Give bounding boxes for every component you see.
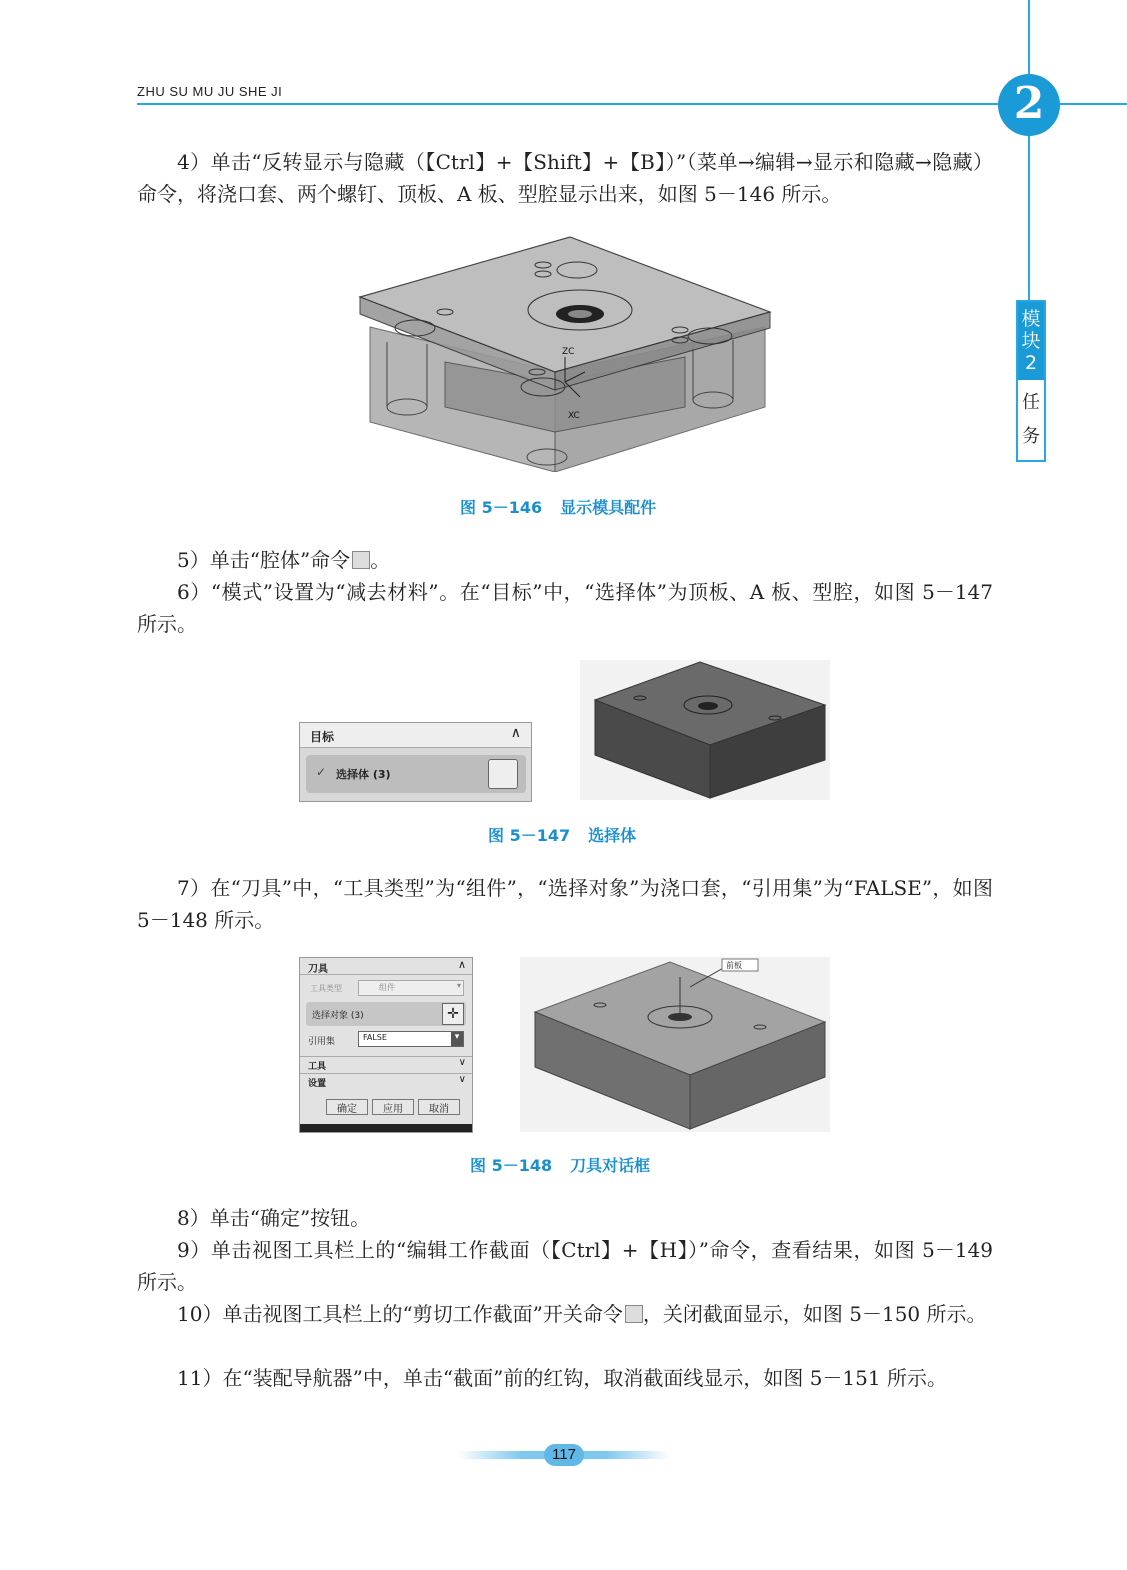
settings-section-label: 设置: [308, 1079, 327, 1089]
page-number-label: 117: [544, 1444, 584, 1466]
tool-type-label: 工具类型: [310, 984, 342, 993]
paragraph-5-text: 5）单击“腔体”命令: [177, 548, 351, 572]
figure-number: 图 5－148: [470, 1156, 553, 1175]
paragraph-7: 7）在“刀具”中，“工具类型”为“组件”，“选择对象”为浇口套，“引用集”为“FALSE”，如图 5－148 所示。: [137, 876, 993, 932]
callout-tag: 前板: [726, 961, 742, 970]
tool-dialog-title: 刀具: [308, 964, 328, 975]
running-title: ZHU SU MU JU SHE JI: [137, 84, 283, 99]
paragraph-5-end: 。: [370, 548, 391, 572]
figure-title: 刀具对话框: [570, 1156, 651, 1175]
module-label: 模块2: [1018, 302, 1044, 380]
paragraph-6: 6）“模式”设置为“减去材料”。在“目标”中，“选择体”为顶板、A 板、型腔，如图 5－147 所示。: [137, 580, 993, 636]
cavity-icon: [352, 551, 370, 569]
tool-type-select[interactable]: [358, 980, 464, 996]
target-panel: [299, 722, 532, 802]
tool-section-label: 工具: [308, 1062, 327, 1072]
side-tab: [1016, 300, 1046, 462]
figure-147-caption: [488, 823, 636, 846]
figure-title: 选择体: [588, 826, 637, 845]
check-icon: ✓: [316, 765, 327, 779]
tool-section[interactable]: [300, 1056, 472, 1073]
select-body-row[interactable]: [306, 755, 526, 793]
clip-section-icon: [625, 1305, 643, 1323]
cube-icon[interactable]: [488, 759, 518, 789]
paragraph-8: 8）单击“确定”按钮。: [177, 1206, 371, 1230]
figure-146-caption: [460, 495, 656, 518]
paragraph-10: [137, 1298, 993, 1330]
figure-148-image: [520, 957, 830, 1132]
settings-section[interactable]: [300, 1073, 472, 1090]
paragraph-9: 9）单击视图工具栏上的“编辑工作截面（【Ctrl】+【H】）”命令，查看结果，如图 5－149 所示。: [137, 1238, 993, 1294]
margin-rule: [1028, 0, 1030, 300]
crosshair-icon[interactable]: ✛: [442, 1003, 464, 1025]
chevron-down-icon: ∨: [458, 1057, 466, 1068]
chevron-down-icon: ∨: [458, 1074, 466, 1085]
select-object-label: 选择对象 (3): [312, 1011, 364, 1021]
paragraph-10-text-b: ，关闭截面显示，如图 5－150 所示。: [642, 1302, 987, 1326]
paragraph-11: 11）在“装配导航器”中，单击“截面”前的红钩，取消截面线显示，如图 5－151 所示。: [177, 1366, 947, 1390]
page-number: [458, 1444, 670, 1466]
tool-type-value: 组件: [379, 983, 395, 992]
axis-x-label: XC: [568, 411, 580, 421]
chevron-down-icon: ▾: [456, 981, 461, 990]
task-label: 任务: [1022, 392, 1040, 447]
figure-number: 图 5－146: [460, 498, 543, 517]
collapse-icon[interactable]: ∧: [510, 725, 521, 741]
tool-dialog: [299, 957, 473, 1133]
figure-number: 图 5－147: [488, 826, 571, 845]
chapter-badge: 2: [998, 74, 1060, 136]
apply-button[interactable]: 应用: [372, 1099, 414, 1115]
paragraph-4: 4）单击“反转显示与隐藏（【Ctrl】+【Shift】+【B】）”（菜单→编辑→显示和隐藏→隐藏）命令，将浇口套、两个螺钉、顶板、A 板、型腔显示出来，如图 5－146 所示。: [137, 150, 993, 206]
refset-value: FALSE: [363, 1033, 387, 1042]
figure-146-image: [355, 232, 775, 472]
chevron-down-icon: ▾: [451, 1032, 463, 1046]
header-rule: [137, 103, 1127, 105]
cancel-button[interactable]: 取消: [418, 1099, 460, 1115]
select-object-row[interactable]: [306, 1002, 466, 1026]
axis-z-label: ZC: [562, 347, 575, 357]
ok-button[interactable]: 确定: [326, 1099, 368, 1115]
collapse-icon[interactable]: ∧: [457, 958, 466, 971]
figure-title: 显示模具配件: [560, 498, 657, 517]
target-panel-title: 目标: [310, 730, 335, 744]
paragraph-5: [137, 544, 993, 576]
select-body-label: 选择体 (3): [336, 768, 391, 781]
refset-select[interactable]: [358, 1031, 464, 1047]
figure-148-caption: [470, 1153, 650, 1176]
refset-label: 引用集: [308, 1037, 336, 1047]
paragraph-10-text-a: 10）单击视图工具栏上的“剪切工作截面”开关命令: [177, 1302, 623, 1326]
figure-147-image: [580, 660, 830, 800]
